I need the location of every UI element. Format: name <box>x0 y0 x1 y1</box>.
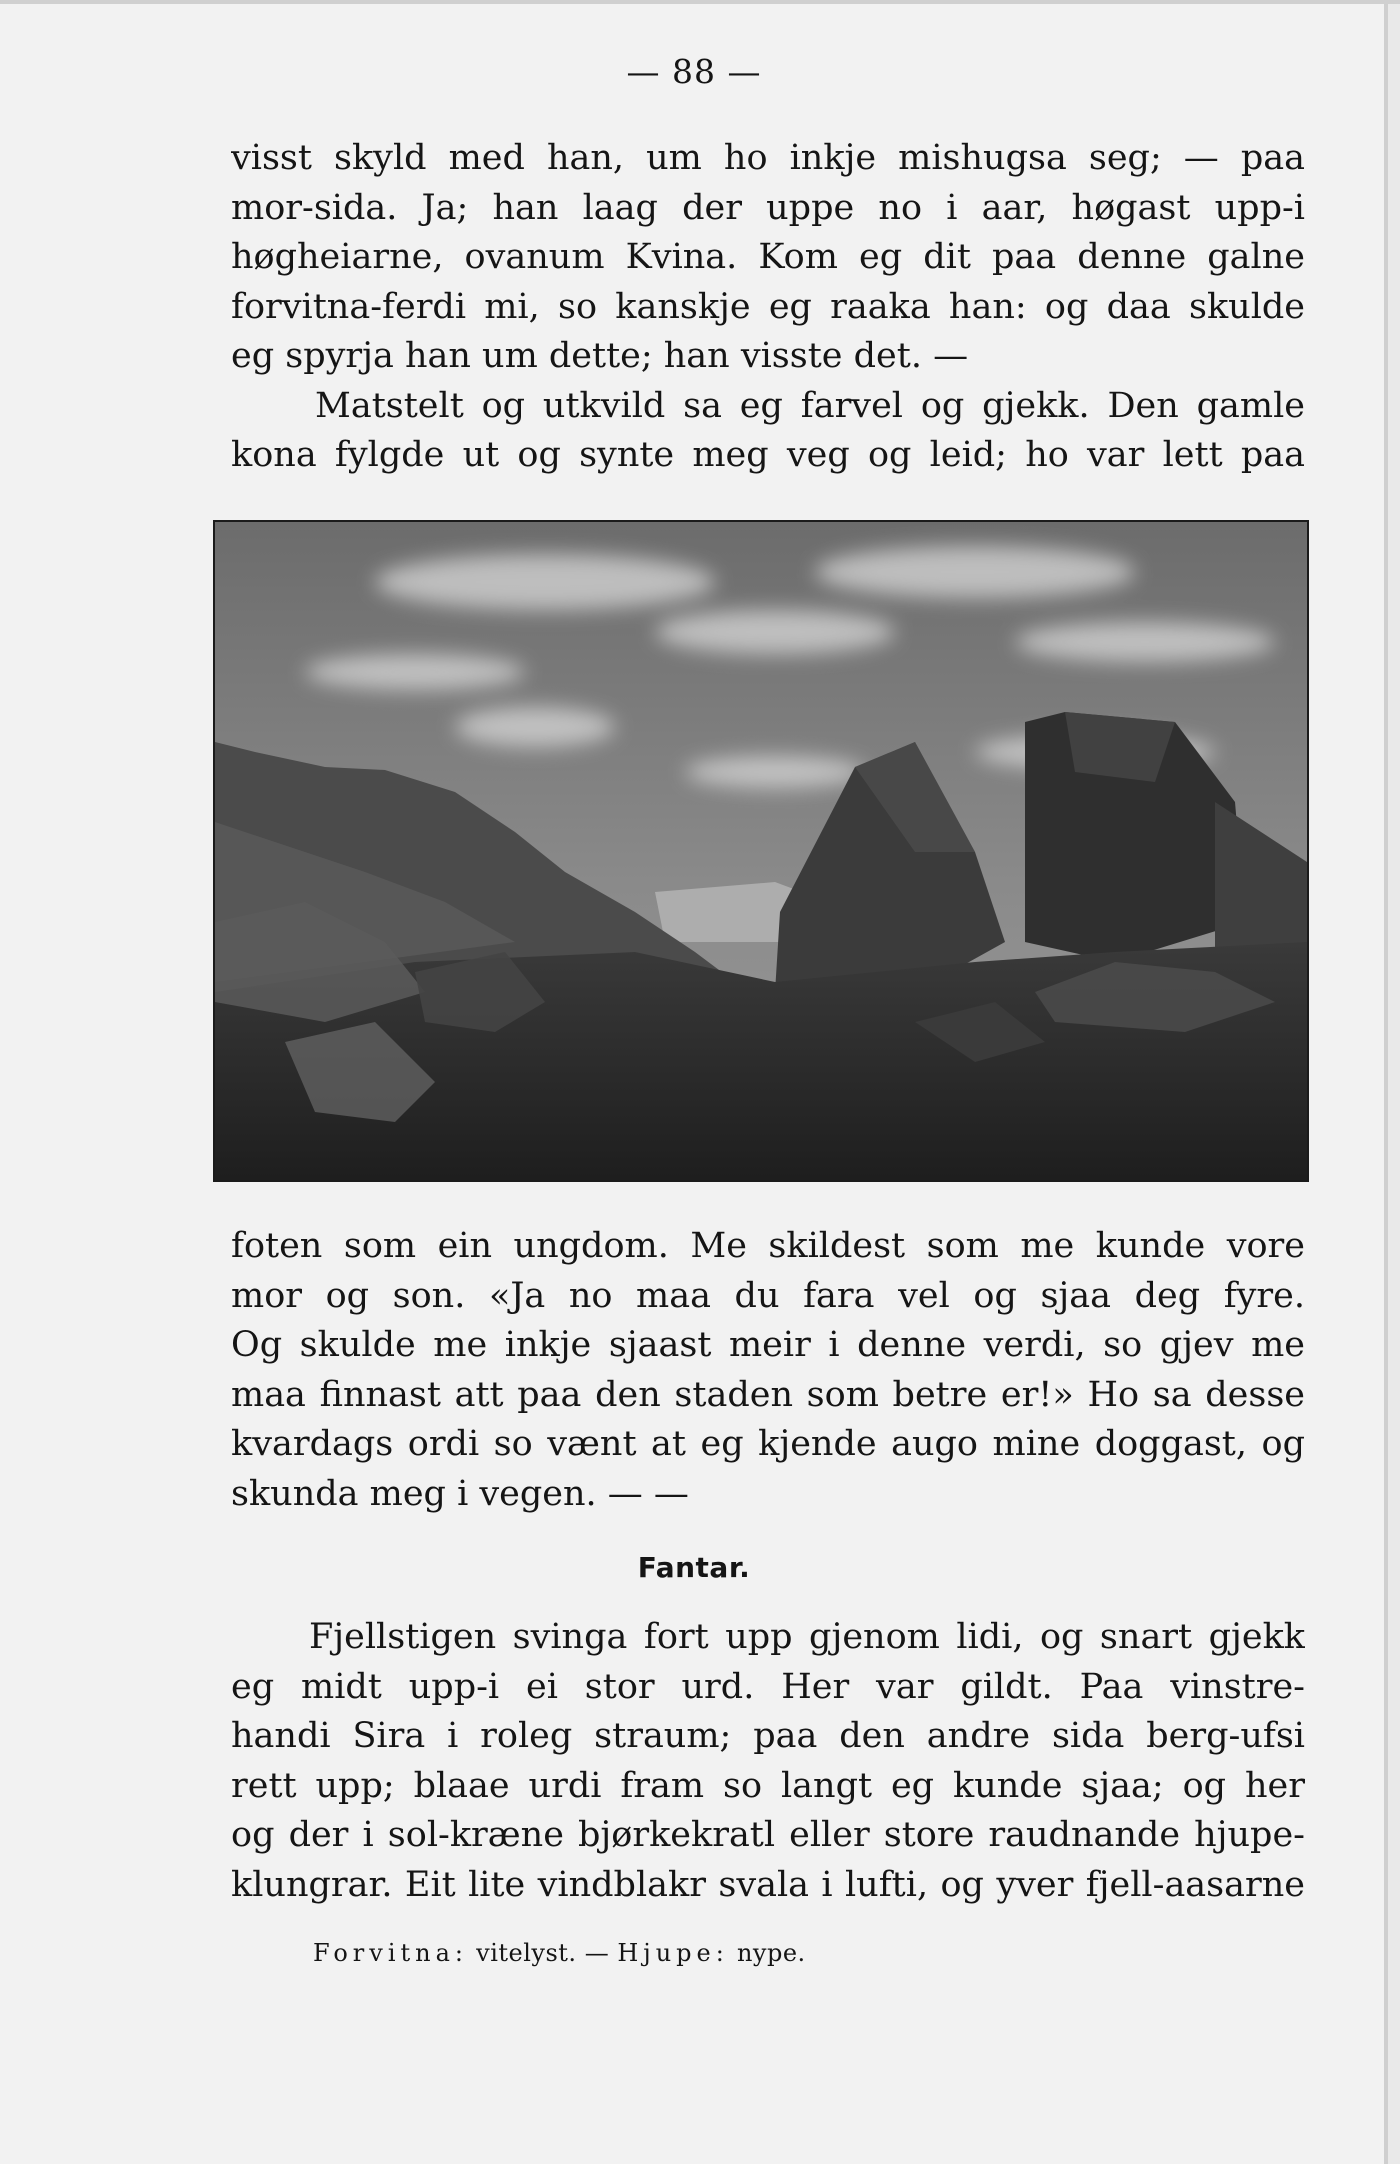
footnote-definition: vitelyst. <box>476 1939 577 1967</box>
text-line: maa finnast att paa den staden som betre er!» Ho sa desse <box>231 1374 1305 1415</box>
rocks-landscape-image <box>215 522 1307 1180</box>
text-line: kvardags ordi so vænt at eg kjende augo mine doggast, og <box>231 1424 1305 1464</box>
text-line: kona fylgde ut og synte meg veg og leid; ho var lett paa <box>231 435 1305 475</box>
paragraph-bottom <box>231 1222 1305 1519</box>
text-line: klungrar. Eit lite vindblakr svala i lufti, og yver fjell-aasarne <box>231 1864 1305 1905</box>
footnote <box>313 1939 806 1967</box>
text-line: mor-sida. Ja; han laag der uppe no i aar, høgast upp-i <box>231 187 1305 228</box>
text-line: skunda meg i vegen. — — <box>231 1473 689 1514</box>
landscape-photo <box>213 520 1309 1182</box>
page-number: — 88 — <box>626 52 762 91</box>
text-line: Fjellstigen svinga fort upp gjenom lidi, og snart gjekk <box>309 1617 1305 1657</box>
text-line: Matstelt og utkvild sa eg farvel og gjekk. Den gamle <box>315 385 1305 426</box>
footnote-term: Hjupe: <box>617 1939 729 1967</box>
footnote-term: Forvitna: <box>313 1939 468 1967</box>
paragraph-top <box>231 134 1305 481</box>
scan-edge <box>0 0 1400 4</box>
text-line: eg spyrja han um dette; han visste det. — <box>231 336 969 376</box>
text-line: rett upp; blaae urdi fram so langt eg kunde sjaa; og her <box>231 1765 1305 1806</box>
footnote-separator: — <box>584 1939 610 1967</box>
text-line: visst skyld med han, um ho inkje mishugsa seg; — paa <box>231 138 1305 178</box>
text-line: mor og son. «Ja no maa du fara vel og sjaa deg fyre. <box>231 1275 1305 1316</box>
text-line: forvitna-ferdi mi, so kanskje eg raaka han: og daa skulde <box>231 286 1305 327</box>
text-line: handi Sira i roleg straum; paa den andre sida berg-ufsi <box>231 1716 1305 1756</box>
text-line: eg midt upp-i ei stor urd. Her var gildt. Paa vinstre- <box>231 1666 1305 1707</box>
paragraph-fantar <box>231 1613 1305 1910</box>
footnote-definition: nype. <box>736 1939 806 1967</box>
text-line: høgheiarne, ovanum Kvina. Kom eg dit paa denne galne <box>231 237 1305 277</box>
text-line: foten som ein ungdom. Me skildest som me kunde vore <box>231 1226 1305 1266</box>
section-heading: Fantar. <box>637 1551 751 1584</box>
text-line: og der i sol-kræne bjørkekratl eller store raudnande hjupe- <box>231 1815 1305 1855</box>
text-line: Og skulde me inkje sjaast meir i denne verdi, so gjev me <box>231 1325 1305 1365</box>
